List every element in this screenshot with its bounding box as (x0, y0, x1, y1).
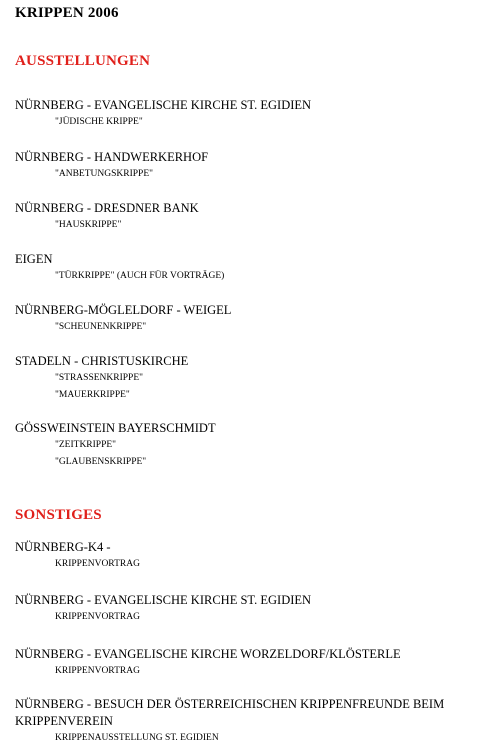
entry-subtitle: KRIPPENVORTRAG (55, 612, 140, 622)
entry-title: NÜRNBERG - EVANGELISCHE KIRCHE WORZELDORF/KLÖSTERLE (15, 647, 401, 661)
exhibition-entry (15, 353, 475, 404)
entry-title: STADELN - CHRISTUSKIRCHE (15, 354, 189, 368)
section-heading-ausstellungen: AUSSTELLUNGEN (15, 53, 151, 69)
entry-title: NÜRNBERG - EVANGELISCHE KIRCHE ST. EGIDIEN (15, 593, 312, 607)
misc-entry (15, 696, 475, 747)
section-heading-sonstiges: SONSTIGES (15, 507, 102, 523)
entry-title: NÜRNBERG - HANDWERKERHOF (15, 150, 209, 164)
entry-subtitle: "JÜDISCHE KRIPPE" (55, 117, 143, 127)
entry-subtitle: "STRASSENKRIPPE" (55, 373, 144, 383)
entry-subtitle: "MAUERKRIPPE" (55, 390, 130, 400)
entry-subtitle: "TÜRKRIPPE" (AUCH FÜR VORTRÄGE) (55, 271, 225, 281)
exhibition-entry (15, 149, 475, 183)
entry-title: NÜRNBERG - BESUCH DER ÖSTERREICHISCHEN KRIPPENFREUNDE BEIM KRIPPENVEREIN (15, 697, 445, 728)
entry-subtitle: KRIPPENAUSSTELLUNG ST. EGIDIEN (55, 733, 219, 743)
exhibition-entry (15, 97, 475, 131)
entry-subtitle: KRIPPENVORTRAG (55, 559, 140, 569)
entry-title: NÜRNBERG-K4 - (15, 540, 111, 554)
entry-title: NÜRNBERG-MÖGLELDORF - WEIGEL (15, 303, 232, 317)
entry-title: NÜRNBERG - EVANGELISCHE KIRCHE ST. EGIDIEN (15, 98, 312, 112)
exhibition-entry (15, 302, 475, 336)
entry-subtitle: KRIPPENVORTRAG (55, 666, 140, 676)
entry-title: EIGEN (15, 252, 53, 266)
entry-title: NÜRNBERG - DRESDNER BANK (15, 201, 199, 215)
entry-subtitle: "ANBETUNGSKRIPPE" (55, 169, 154, 179)
exhibition-entry (15, 420, 475, 471)
misc-entry (15, 539, 475, 573)
entry-subtitle: "HAUSKRIPPE" (55, 220, 122, 230)
exhibition-entry (15, 251, 475, 285)
entry-subtitle: "ZEITKRIPPE" (55, 440, 117, 450)
misc-entry (15, 646, 475, 680)
exhibition-entry (15, 200, 475, 234)
document-title: KRIPPEN 2006 (15, 5, 119, 21)
entry-title: GÖSSWEINSTEIN BAYERSCHMIDT (15, 421, 216, 435)
entry-subtitle: "SCHEUNENKRIPPE" (55, 322, 147, 332)
misc-entry (15, 592, 475, 626)
entry-subtitle: "GLAUBENSKRIPPE" (55, 457, 147, 467)
